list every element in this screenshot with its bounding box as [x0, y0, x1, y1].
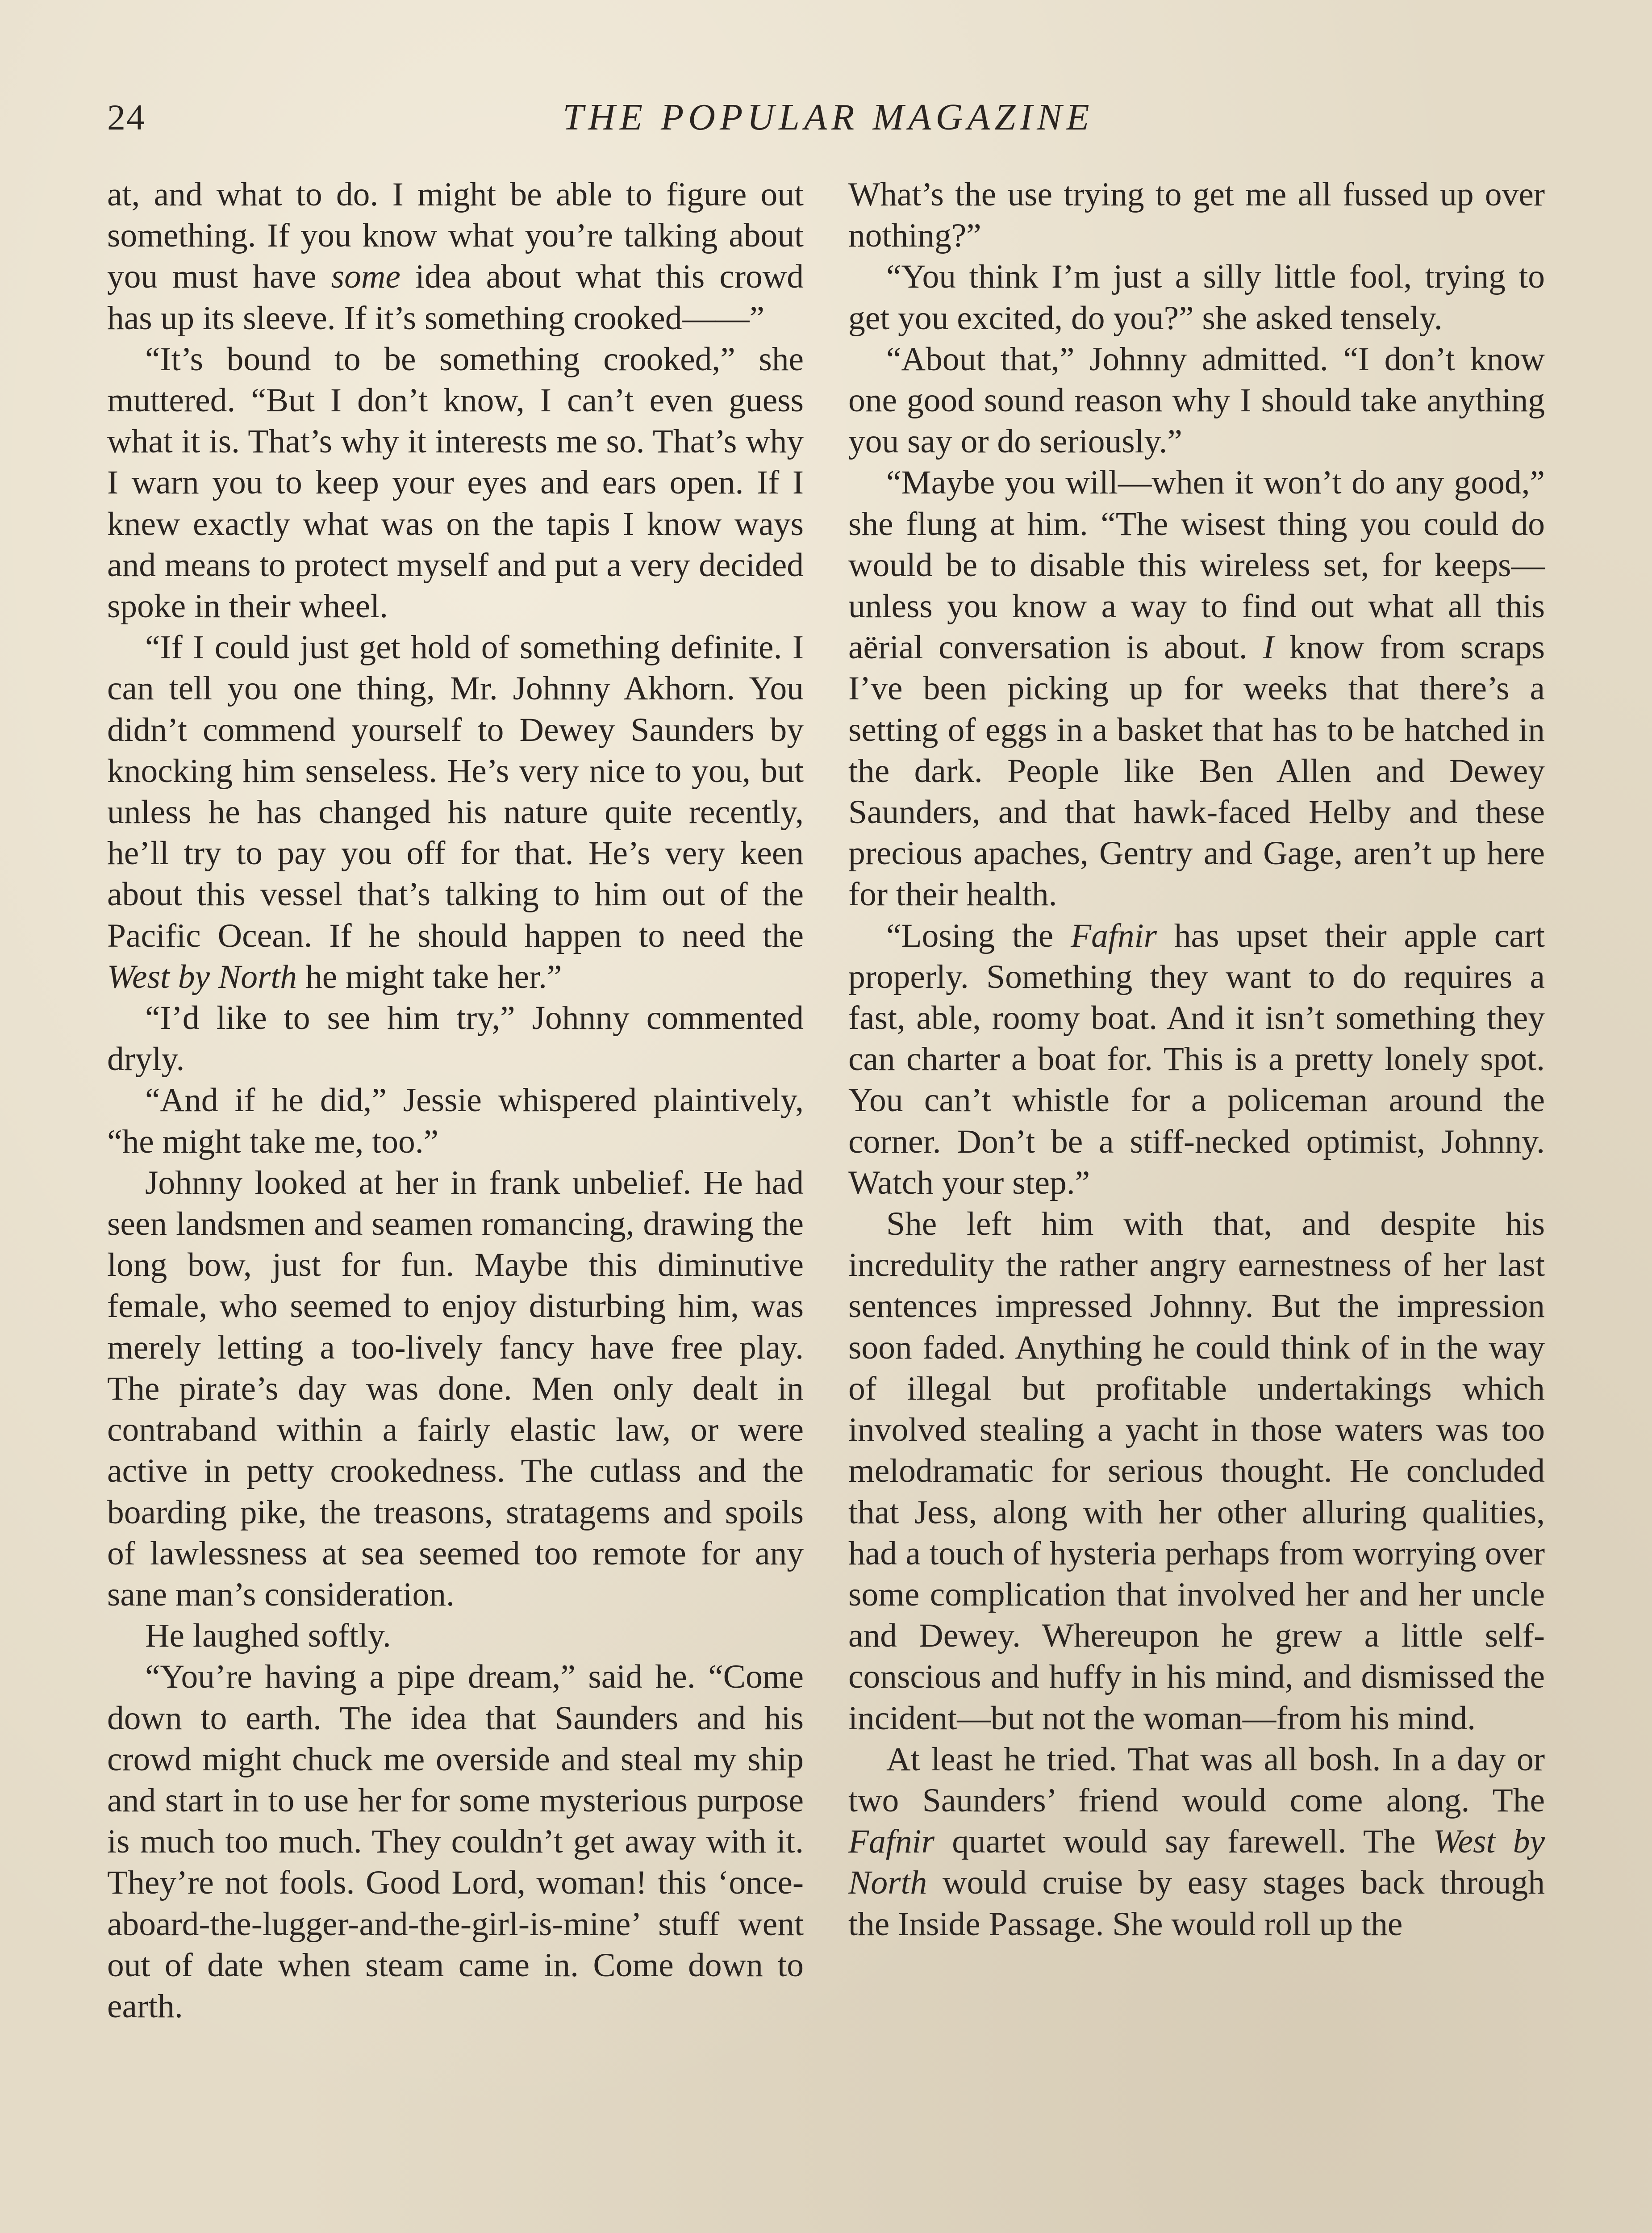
text-run: would cruise by easy stages back through the Inside Passage. She would roll up the — [848, 1864, 1545, 1943]
text-run: “Losing the — [886, 917, 1071, 954]
text-run: he might take her.” — [297, 958, 562, 995]
paragraph — [107, 174, 804, 339]
paragraph — [107, 1162, 804, 1615]
text-run: know from scraps I’ve been picking up for weeks that there’s a setting of eggs in a basket that has to be hatched in the dark. People like Ben Allen and Dewey Saunders, and that hawk-faced Helby and these precious apaches, Gentry and Gage, aren’t up here for their health. — [848, 629, 1545, 913]
text-run: Johnny looked at her in frank unbelief. He had seen landsmen and seamen romancing, drawing the long bow, just for fun. Maybe this diminutive female, who seemed to enjoy disturbing him, was merely letting a too-lively fancy have free play. The pirate’s day was done. Men only dealt in contraband within a fairly elastic law, or were active in petty crookedness. The cutlass and the boarding pike, the treasons, stratagems and spoils of lawlessness at sea seemed too remote for any sane man’s consideration. — [107, 1164, 804, 1613]
text-run: at, and what to do. I might be able to figure out something. If you know what you’re talking about you must have — [107, 176, 804, 296]
text-run: quartet would say farewell. The — [934, 1823, 1433, 1861]
paragraph — [107, 1656, 804, 2027]
text-run: She left him with that, and despite his incredulity the rather angry earnestness of her last sentences impressed Johnny. But the impression soon faded. Anything he could think of in the way of illegal but profitable undertakings which involved stealing a yacht in those waters was too melodramatic for serious thought. He concluded that Jess, along with her other alluring qualities, had a touch of hysteria perhaps from worrying over some complication that involved her and her uncle and Dewey. Whereupon he grew a little self-conscious and huffy in his mind, and dismissed the incident—but not the woman—from his mind. — [848, 1205, 1545, 1737]
text-run: “You’re having a pipe dream,” said he. “Come down to earth. The idea that Saunders and his crowd might chuck me overside and steal my ship and start in to use her for some mysterious purpose is much too much. They couldn’t get away with it. They’re not fools. Good Lord, woman! this ‘once-aboard-the-lugger-and-the-girl-is-mine’ stuff went out of date when steam came in. Come down to earth. — [107, 1658, 804, 2025]
left-column — [107, 174, 804, 2027]
text-run: “I’d like to see him try,” Johnny commented dryly. — [107, 999, 804, 1078]
paragraph — [107, 339, 804, 627]
page-header — [107, 93, 1549, 142]
italic-text: Fafnir — [1071, 917, 1157, 954]
paragraph — [848, 1739, 1545, 1945]
italic-text: West by North — [107, 958, 297, 995]
text-run: “It’s bound to be something crooked,” she muttered. “But I don’t know, I can’t even guess what it is. That’s why it interests me so. That’s why I warn you to keep your eyes and ears open. If I knew exactly what was on the tapis I know ways and means to protect myself and put a very decided spoke in their wheel. — [107, 340, 804, 625]
paragraph — [107, 998, 804, 1080]
italic-text: West by North — [848, 1823, 1545, 1902]
text-run: “You think I’m just a silly little fool, trying to get you excited, do you?” she asked tensely. — [848, 258, 1545, 337]
paragraph — [848, 916, 1545, 1204]
text-run: “Maybe you will—when it won’t do any good,” she flung at him. “The wisest thing you could do would be to disable this wireless set, for keeps—unless you know a way to find out what all this aërial conversation is about. — [848, 464, 1545, 666]
running-title: THE POPULAR MAGAZINE — [563, 96, 1094, 138]
right-column — [848, 174, 1545, 1945]
text-run: “If I could just get hold of something definite. I can tell you one thing, Mr. Johnny Akhorn. You didn’t commend yourself to Dewey Saunders by knocking him senseless. He’s very nice to you, but unless he has changed his nature quite recently, he’ll try to pay you off for that. He’s very keen about this vessel that’s talking to him out of the Pacific Ocean. If he should happen to need the — [107, 629, 804, 954]
text-run: He laughed softly. — [145, 1617, 391, 1655]
paragraph — [848, 462, 1545, 915]
paragraph — [848, 1204, 1545, 1739]
text-run: idea about what this crowd has up its sleeve. If it’s something crooked——” — [107, 258, 804, 337]
paragraph — [848, 174, 1545, 256]
italic-text: Fafnir — [848, 1823, 934, 1861]
paragraph — [107, 1080, 804, 1162]
page-number: 24 — [107, 97, 146, 138]
text-run: “And if he did,” Jessie whispered plaintively, “he might take me, too.” — [107, 1082, 804, 1160]
text-run: “About that,” Johnny admitted. “I don’t know one good sound reason why I should take anything you say or do seriously.” — [848, 340, 1545, 460]
paragraph — [107, 627, 804, 998]
text-run: has upset their apple cart properly. Something they want to do requires a fast, able, roomy boat. And it isn’t something they can charter a boat for. This is a pretty lonely spot. You can’t whistle for a policeman around the corner. Don’t be a stiff-necked optimist, Johnny. Watch your step.” — [848, 917, 1545, 1201]
italic-text: some — [331, 258, 400, 296]
italic-text: I — [1263, 629, 1274, 666]
text-run: At least he tried. That was all bosh. In a day or two Saunders’ friend would come along. The — [848, 1740, 1545, 1819]
paragraph — [107, 1615, 804, 1656]
paragraph — [848, 339, 1545, 463]
text-run: What’s the use trying to get me all fussed up over nothing?” — [848, 176, 1545, 255]
paragraph — [848, 256, 1545, 339]
